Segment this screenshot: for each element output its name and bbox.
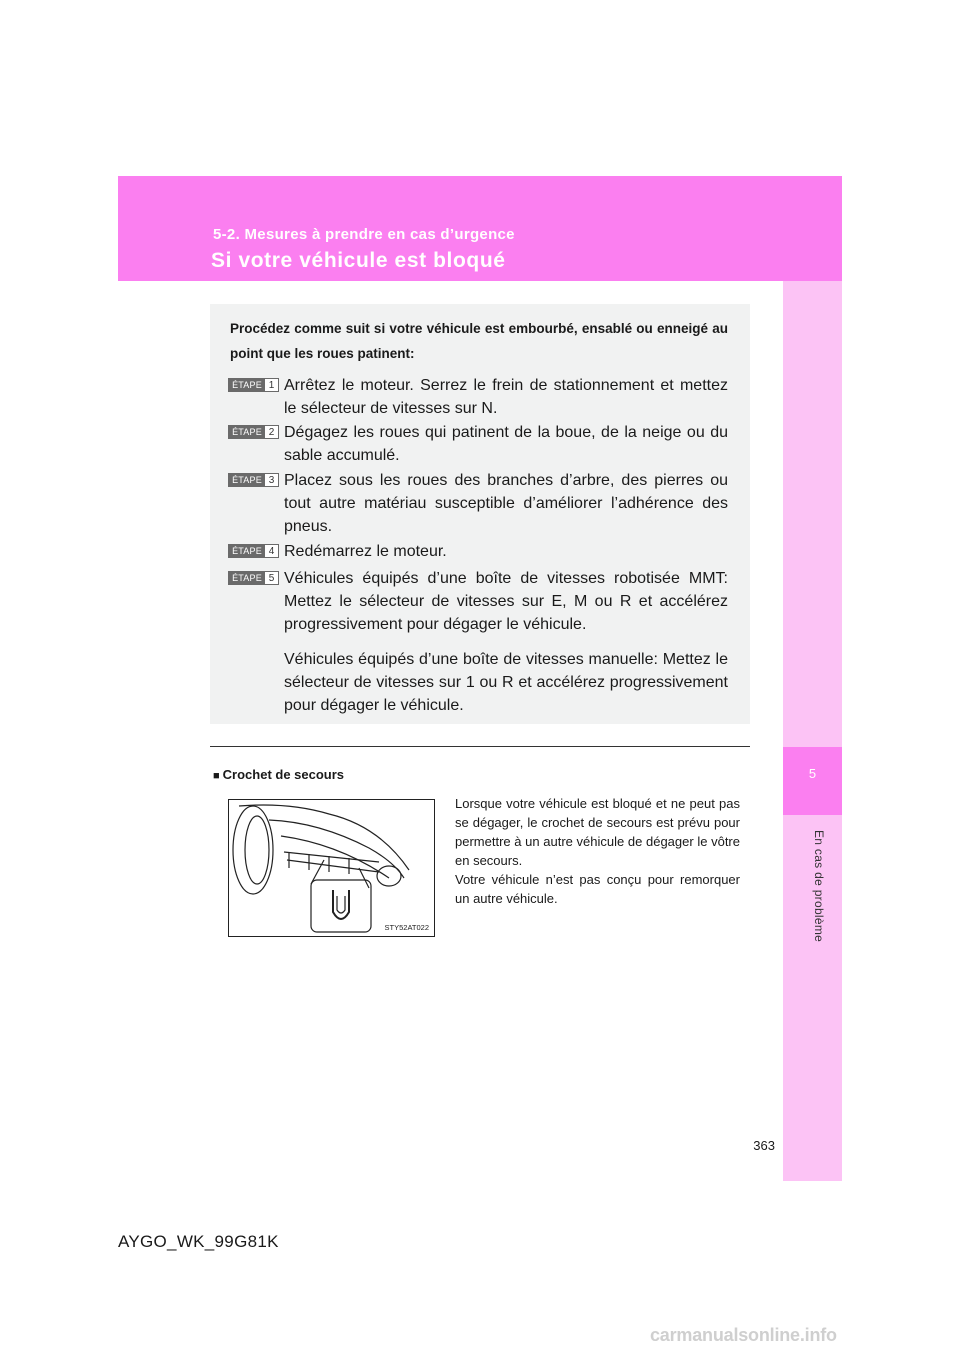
chapter-number: 5	[808, 766, 817, 781]
step-badge-number: 1	[265, 379, 278, 391]
figure-code: STY52AT022	[384, 923, 429, 932]
callout-box	[311, 880, 371, 932]
tyre-outline	[233, 806, 273, 894]
step-2	[228, 421, 728, 467]
step-badge-word: ÉTAPE	[229, 545, 265, 557]
step-badge-number: 3	[265, 474, 278, 486]
step-text	[284, 374, 728, 420]
step-badge	[228, 425, 279, 439]
rear-wheel-hub	[377, 866, 401, 886]
step-paragraph: Véhicules équipés d’une boîte de vitesses robotisée MMT: Mettez le sélecteur de vitesses sur E, M ou R et accélérez progressivement pour dégager le véhicule.	[284, 570, 728, 633]
step-badge-number: 4	[265, 545, 278, 557]
step-5	[228, 567, 728, 717]
chapter-title: En cas de problème	[812, 830, 826, 943]
watermark: carmanualsonline.info	[650, 1325, 837, 1345]
step-badge-number: 2	[265, 426, 278, 438]
step-badge-number: 5	[265, 572, 278, 584]
hook-inner	[337, 896, 345, 913]
frame-bar	[284, 852, 379, 862]
side-strip	[783, 281, 842, 1181]
step-paragraph: Placez sous les roues des branches d’arbre, des pierres ou tout autre matériau susceptible d’améliorer l’adhérence des pneus.	[284, 472, 728, 535]
hook-shape	[333, 890, 349, 919]
step-1	[228, 374, 728, 420]
section-label: 5-2. Mesures à prendre en cas d’urgence	[213, 226, 515, 243]
underbody-line	[269, 820, 404, 878]
step-4	[228, 540, 728, 563]
step-badge-word: ÉTAPE	[229, 379, 265, 391]
document-code: AYGO_WK_99G81K	[118, 1232, 279, 1251]
page-number: 363	[753, 1138, 775, 1153]
towing-hook-drawing	[229, 800, 434, 936]
step-paragraph: Redémarrez le moteur.	[284, 543, 447, 560]
step-text	[284, 469, 728, 538]
step-badge	[228, 378, 279, 392]
step-text	[284, 540, 728, 563]
step-paragraph: Arrêtez le moteur. Serrez le frein de stationnement et mettez le sélecteur de vitesses sur N.	[284, 377, 728, 417]
bullet-square-icon: ■	[213, 770, 220, 782]
step-paragraph: Dégagez les roues qui patinent de la boue, de la neige ou du sable accumulé.	[284, 424, 728, 464]
step-badge-word: ÉTAPE	[229, 572, 265, 584]
chapter-tab	[783, 747, 842, 815]
subsection-paragraph: Votre véhicule n’est pas conçu pour remorquer un autre véhicule.	[455, 872, 740, 906]
step-badge-word: ÉTAPE	[229, 426, 265, 438]
section-divider	[210, 746, 750, 747]
frame-bar-2	[287, 860, 379, 872]
step-badge-word: ÉTAPE	[229, 474, 265, 486]
step-badge	[228, 571, 279, 585]
step-text	[284, 421, 728, 467]
subsection-title: Crochet de secours	[222, 767, 345, 782]
step-3	[228, 469, 728, 538]
towing-hook-illustration	[228, 799, 435, 937]
step-badge	[228, 544, 279, 558]
step-text	[284, 567, 728, 717]
step-badge	[228, 473, 279, 487]
subsection-body	[455, 794, 740, 908]
page-title: Si votre véhicule est bloqué	[211, 249, 506, 272]
subsection-heading	[213, 767, 344, 782]
procedure-intro: Procédez comme suit si votre véhicule est embourbé, ensablé ou enneigé au point que les roues patinent:	[230, 321, 728, 361]
tyre-inner	[245, 816, 269, 884]
step-paragraph: Véhicules équipés d’une boîte de vitesses manuelle: Mettez le sélecteur de vitesses sur 1 ou R et accélérez progressivement pour dégager le véhicule.	[284, 651, 728, 714]
subsection-paragraph: Lorsque votre véhicule est bloqué et ne peut pas se dégager, le crochet de secours est prévu pour permettre à un autre véhicule de dégager le vôtre en secours.	[455, 796, 740, 868]
